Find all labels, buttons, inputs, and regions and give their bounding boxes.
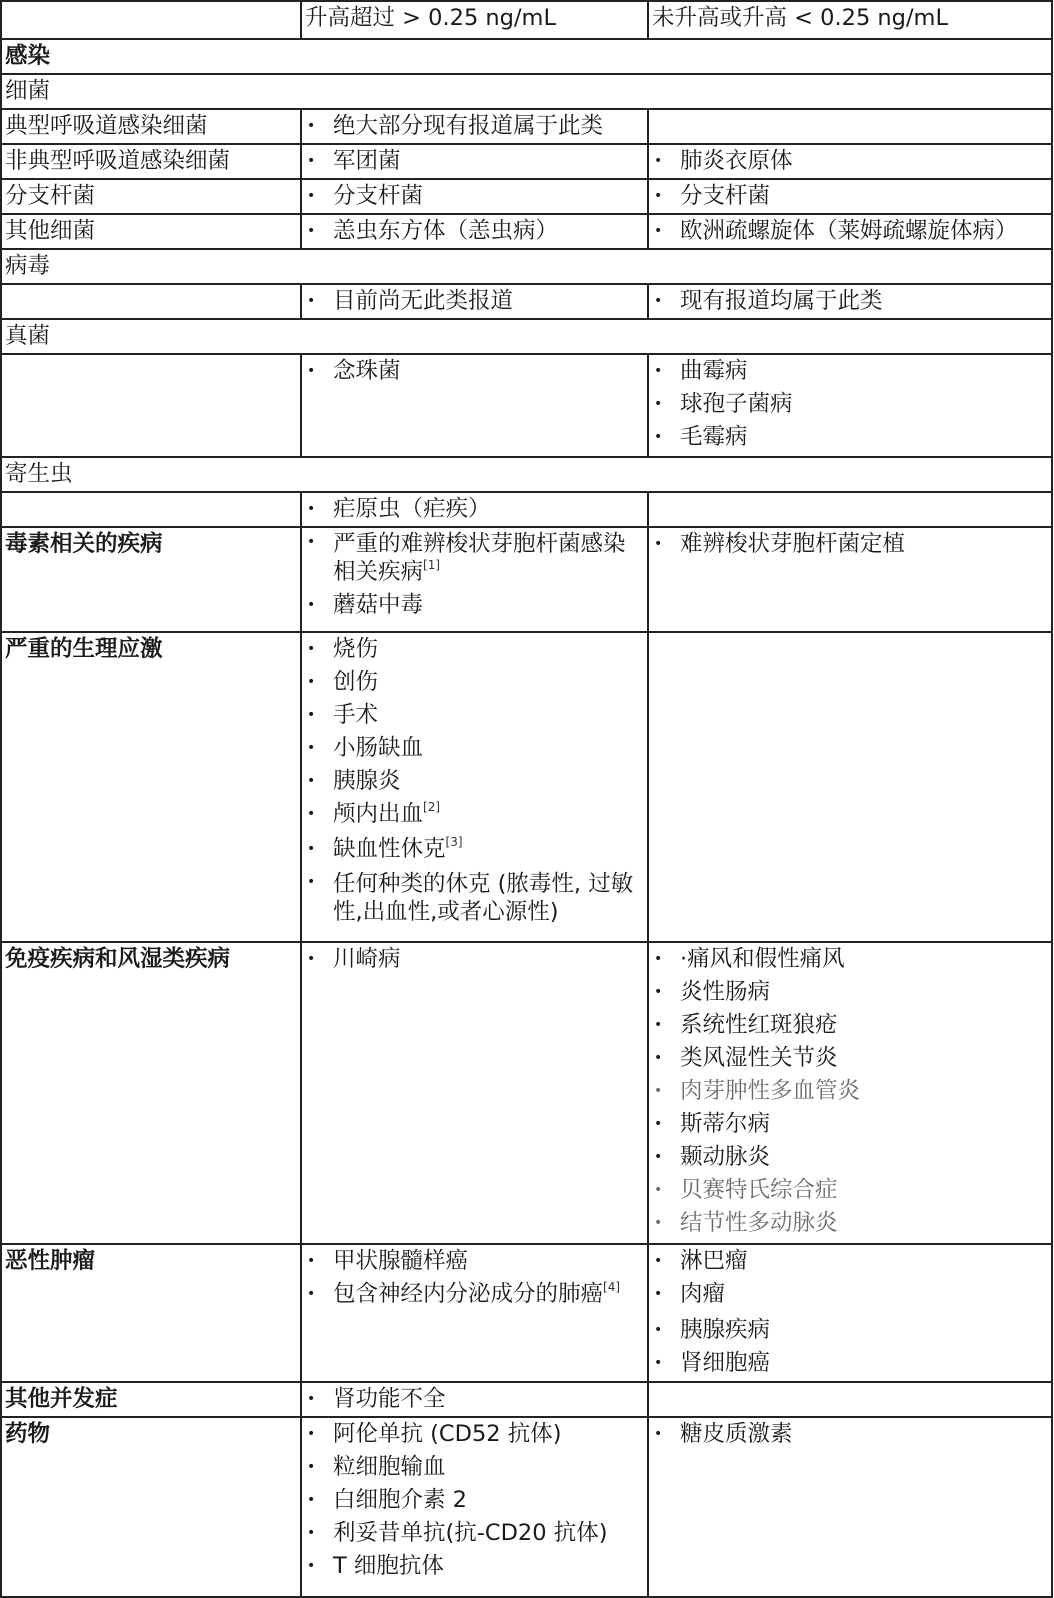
bullet-item: • 肉瘤 bbox=[652, 1278, 1051, 1314]
row-label: 分支杆菌 bbox=[1, 179, 301, 214]
section-heading-infection: 感染 bbox=[1, 39, 1052, 74]
bullet-item: • 目前尚无此类报道 bbox=[305, 285, 647, 318]
bullet-item: • 贝赛特氏综合症 bbox=[652, 1174, 1051, 1207]
row-label: 药物 bbox=[1, 1417, 301, 1597]
bullet-item: • 难辨梭状芽胞杆菌定植 bbox=[652, 528, 1051, 561]
table-row-tumor bbox=[1, 1244, 1052, 1382]
bullet-item: • 严重的难辨梭状芽胞杆菌感染相关疾病[1] bbox=[305, 528, 647, 589]
bullet-item: • 胰腺炎 bbox=[305, 765, 647, 798]
bullet-item: • 肾功能不全 bbox=[305, 1383, 647, 1416]
row-label: 其他细菌 bbox=[1, 214, 301, 249]
bullet-item: • 任何种类的休克 (脓毒性, 过敏性,出血性,或者心源性) bbox=[305, 868, 647, 929]
reference-marker: [4] bbox=[603, 1279, 621, 1294]
bullet-item: • 粒细胞输血 bbox=[305, 1451, 647, 1484]
section-row-virus bbox=[1, 249, 1052, 284]
table-row-toxin bbox=[1, 527, 1052, 632]
table-row-parasite bbox=[1, 492, 1052, 527]
bullet-item: • 念珠菌 bbox=[305, 355, 647, 388]
bullet-item: • 分支杆菌 bbox=[305, 180, 647, 213]
row-label: 毒素相关的疾病 bbox=[1, 527, 301, 632]
bullet-item: • 淋巴瘤 bbox=[652, 1245, 1051, 1278]
bullet-item: • 现有报道均属于此类 bbox=[652, 285, 1051, 318]
table-row-atypical-bacteria bbox=[1, 144, 1052, 179]
section-row-fungi bbox=[1, 319, 1052, 354]
bullet-item: • 白细胞介素 2 bbox=[305, 1484, 647, 1517]
bullet-item: • 蘑菇中毒 bbox=[305, 589, 647, 622]
table-row-stress bbox=[1, 632, 1052, 942]
table-row-mycobacteria bbox=[1, 179, 1052, 214]
reference-marker: [2] bbox=[423, 799, 441, 814]
table-row-other-bacteria bbox=[1, 214, 1052, 249]
bullet-item: • T 细胞抗体 bbox=[305, 1550, 647, 1583]
header-cell-elevated: 升高超过 > 0.25 ng/mL bbox=[301, 1, 648, 39]
header-row bbox=[1, 1, 1052, 39]
bullet-item: • 利妥昔单抗(抗-CD20 抗体) bbox=[305, 1517, 647, 1550]
section-row-infection bbox=[1, 39, 1052, 74]
bullet-item: • 小肠缺血 bbox=[305, 732, 647, 765]
bullet-item: • 毛霉病 bbox=[652, 421, 1051, 454]
bullet-item: • 甲状腺髓样癌 bbox=[305, 1245, 647, 1278]
reference-marker: [3] bbox=[445, 834, 463, 849]
bullet-item: • 颞动脉炎 bbox=[652, 1141, 1051, 1174]
bullet-item: • 曲霉病 bbox=[652, 355, 1051, 388]
section-heading-parasite: 寄生虫 bbox=[1, 457, 1052, 492]
bullet-item: • 缺血性休克[3] bbox=[305, 833, 647, 868]
bullet-item: • 军团菌 bbox=[305, 145, 647, 178]
bullet-item: • 结节性多动脉炎 bbox=[652, 1207, 1051, 1240]
bullet-item: • 欧洲疏螺旋体（莱姆疏螺旋体病） bbox=[652, 215, 1051, 248]
header-cell-not-elevated: 未升高或升高 < 0.25 ng/mL bbox=[648, 1, 1052, 39]
bullet-item: • 绝大部分现有报道属于此类 bbox=[305, 110, 647, 143]
bullet-item: • 肾细胞癌 bbox=[652, 1347, 1051, 1380]
row-label: 其他并发症 bbox=[1, 1382, 301, 1417]
bullet-item: • 斯蒂尔病 bbox=[652, 1108, 1051, 1141]
bullet-item: • 创伤 bbox=[305, 666, 647, 699]
bullet-item: • 包含神经内分泌成分的肺癌[4] bbox=[305, 1278, 647, 1311]
bullet-item: • 炎性肠病 bbox=[652, 976, 1051, 1009]
row-label: 恶性肿瘤 bbox=[1, 1244, 301, 1382]
bullet-item: • 糖皮质激素 bbox=[652, 1418, 1051, 1451]
bullet-item: • 肉芽肿性多血管炎 bbox=[652, 1075, 1051, 1108]
section-row-parasite bbox=[1, 457, 1052, 492]
section-heading-bacteria: 细菌 bbox=[1, 74, 1052, 109]
row-label: 严重的生理应激 bbox=[1, 632, 301, 942]
table-row-typical-bacteria bbox=[1, 109, 1052, 144]
bullet-item: • 分支杆菌 bbox=[652, 180, 1051, 213]
bullet-item: • ·痛风和假性痛风 bbox=[652, 943, 1051, 976]
bullet-item: • 川崎病 bbox=[305, 943, 647, 976]
section-heading-fungi: 真菌 bbox=[1, 319, 1052, 354]
section-row-bacteria bbox=[1, 74, 1052, 109]
bullet-item: • 疟原虫（疟疾） bbox=[305, 493, 647, 526]
reference-marker: [1] bbox=[423, 557, 441, 572]
row-label: 典型呼吸道感染细菌 bbox=[1, 109, 301, 144]
bullet-item: • 类风湿性关节炎 bbox=[652, 1042, 1051, 1075]
row-label: 免疫疾病和风湿类疾病 bbox=[1, 942, 301, 1244]
section-heading-virus: 病毒 bbox=[1, 249, 1052, 284]
table-row-virus bbox=[1, 284, 1052, 319]
bullet-item: • 颅内出血[2] bbox=[305, 798, 647, 833]
table-row-immune bbox=[1, 942, 1052, 1244]
table-row-drugs bbox=[1, 1417, 1052, 1597]
bullet-item: • 阿伦单抗 (CD52 抗体) bbox=[305, 1418, 647, 1451]
table-row-other-complications bbox=[1, 1382, 1052, 1417]
bullet-item: • 肺炎衣原体 bbox=[652, 145, 1051, 178]
bullet-item: • 手术 bbox=[305, 699, 647, 732]
bullet-item: • 恙虫东方体（恙虫病） bbox=[305, 215, 647, 248]
header-cell-category bbox=[1, 1, 301, 39]
table-row-fungi bbox=[1, 354, 1052, 457]
bullet-item: • 烧伤 bbox=[305, 633, 647, 666]
row-label: 非典型呼吸道感染细菌 bbox=[1, 144, 301, 179]
bullet-item: • 胰腺疾病 bbox=[652, 1314, 1051, 1347]
bullet-item: • 球孢子菌病 bbox=[652, 388, 1051, 421]
bullet-item: • 系统性红斑狼疮 bbox=[652, 1009, 1051, 1042]
